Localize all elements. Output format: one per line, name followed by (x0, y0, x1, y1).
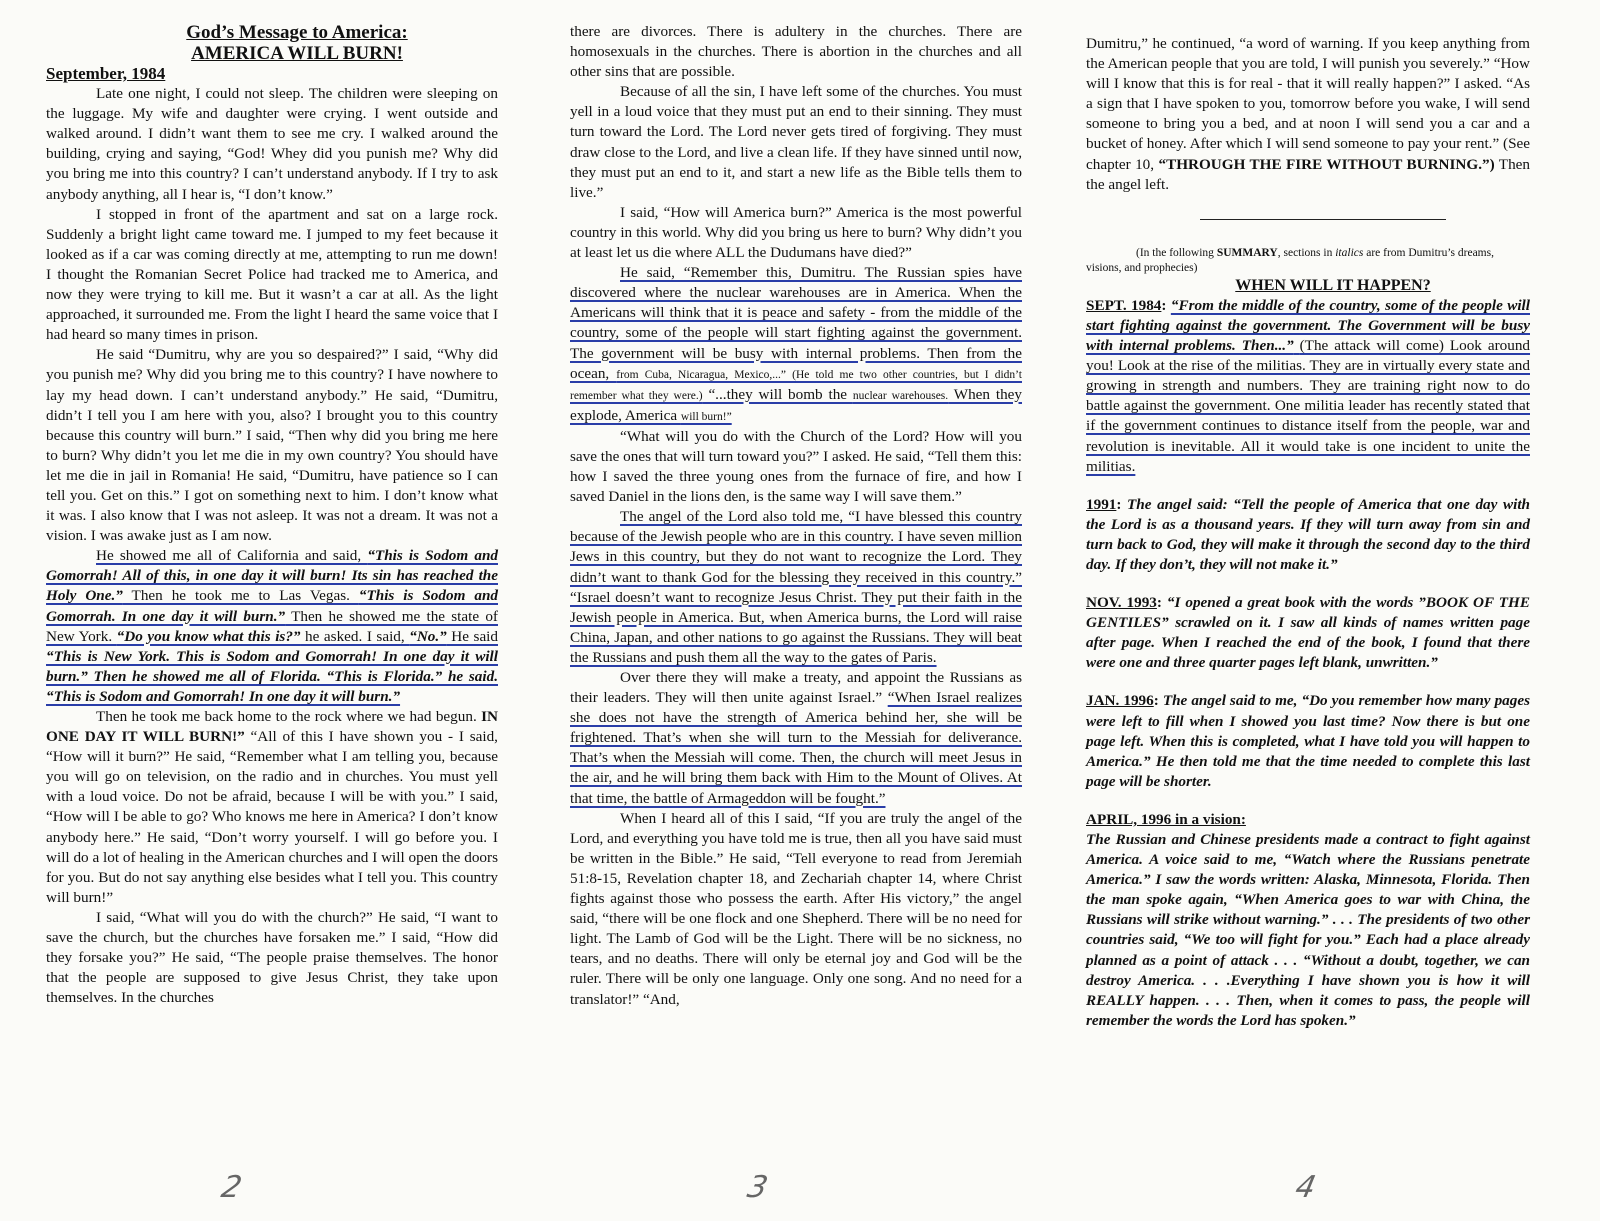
quote-run: “No.” (409, 627, 447, 645)
quote-run: “This is Sodom and Gomorrah! All of this, in one day it will burn! Its sin has reached the Holy One.” (46, 547, 498, 605)
divider (1200, 219, 1446, 220)
quote-run: “Do you know what this is?” (116, 627, 301, 645)
column-page-3 (570, 22, 1022, 1010)
entry-date: SEPT. 1984 (1086, 296, 1162, 314)
quote-run: “This is Sodom and Gomorrah. In one day it will burn.” (46, 587, 498, 625)
text-run: He showed me all of California and said, (96, 547, 368, 565)
entry-april-1996 (1086, 810, 1530, 1031)
column-page-4 (1086, 34, 1530, 1031)
page-number-4: 4 (1292, 1170, 1319, 1205)
quote-run: The Russian and Chinese presidents made a contract to fight against America. A voice said to me, “Watch where the Russians penetrate America.” I saw the words written: Alaska, Minnesota, Florida. Then the man spoke again, “When America goes to war with China, the Russians will strike without warning.” . . . The presidents of two other countries said, “We too will fight for you.” Each had a place already planned as a point of attack . . . “Without a doubt, together, we can destroy America. . . .Everything I have shown you is how it will REALLY happen. . . . Then, when it comes to pass, the people will remember the words the Lord has spoken.” (1086, 831, 1530, 1029)
emphasis-run: IN ONE DAY IT WILL BURN!” (46, 708, 498, 746)
paragraph: I said, “What will you do with the church?” He said, “I want to save the church, but the churches have forsaken me.” I said, “How did they forsake you?” He said, “The people praise themselves. The honor that the people are supposed to give Jesus Christ, they take upon themselves. In the churches (46, 908, 498, 1007)
text-run: “All of this I have shown you - I said, “How will it burn?” He said, “Remember what I am telling you, because you will go on television, on the radio and in churches. You must yell with a loud voice. Do not be afraid, because I will be with you.” I said, “How will I be able to go? Who knows me here in America? I don’t know anybody here.” He said, “Don’t worry yourself. I will go before you. I will do a lot of healing in the American churches and I will open the doors for you. But do not say anything else besides what I tell you. This country will burn!” (46, 728, 498, 906)
text-run: When they explode, America (570, 385, 1022, 424)
text-run: Then he took me to Las Vegas. (122, 587, 359, 605)
quote-run: The angel said to me, “Do you remember how many pages were left to fill when I showed you last time? Now there is but one page left. When this is completed, what I have told you will happen to America.” He then told me that the time needed to complete this last page will be shorter. (1086, 692, 1531, 790)
text-run: (The attack will come) Look around you! Look at the rise of the militias. They are in virtually every state and growing in strength and numbers. They are training right now to do battle against the government. One militia leader has recently stated that if the government continues to distance itself from the people, war and revolution is inevitable. All it would take is one incident to unite the militias. (1086, 337, 1531, 475)
paragraph: there are divorces. There is adultery in the churches. There are homosexuals in the churches. There is abortion in the churches and all other sins that are possible. (570, 23, 1022, 81)
paragraph: I stopped in front of the apartment and sat on a large rock. Suddenly a bright light came toward me. I jumped to my feet because it looked as if a car was coming directly at me, attempting to run me down! I thought the Romanian Secret Police had tracked me to America, and now they were trying to kill me. But it wasn’t a car at all. As the light approached, it surrounded me. From the light I heard the same voice that I had heard so many times in prison. (46, 205, 498, 344)
section-heading: WHEN WILL IT HAPPEN? (1235, 276, 1431, 294)
text-run: Then he showed me the state of New York. (46, 607, 498, 645)
entry-date: JAN. 1996 (1086, 692, 1154, 710)
emphasis-run: SUMMARY (1216, 246, 1278, 259)
dateline: September, 1984 (46, 64, 166, 83)
quote-run: “From the middle of the country, some of the people will start fighting against the government. The Government will be busy with internal problems. Then...” (1086, 296, 1530, 355)
entry-date: 1991 (1086, 495, 1117, 513)
paragraph (570, 668, 1022, 809)
text-run: Then the angel left. (1086, 155, 1531, 193)
italic-run: italics (1335, 246, 1364, 259)
highlighted-run: “When Israel realizes she does not have the strength of America behind her, she will be frightened. That’s when she will turn to the Messiah for deliverance. That’s when the Messiah will come. Then, the church will meet Jesus in the air, and he will bring them back with Him to the Mount of Olives. At that time, the battle of Armageddon will be fought.” (570, 689, 1022, 807)
summary-note (1086, 246, 1530, 276)
text-run: He said, “Remember this, Dumitru. The Russian spies have discovered where the nuclear warehouses are in America. When the Americans will think that it is peace and safety - from the middle of the country, some of the people will start fighting against the government. The government will be busy with internal problems. Then from the ocean, (570, 264, 1022, 382)
paragraph: “What will you do with the Church of the Lord? How will you save the ones that will turn toward you?” I asked. He said, “Tell them this: how I saved the three young ones from the furnace of fire, and how I saved Daniel in the lions den, is the same way I will save them.” (570, 427, 1022, 506)
entry-1991: 1991: The angel said: “Tell the people of America that one day with the Lord is as a thousand years. If they will turn away from sin and turn back to God, they will make it through the second day to the third day. If they don’t, they will not make it.” (1086, 495, 1530, 573)
paragraph: I said, “How will America burn?” America is the most powerful country in this world. Why did you bring us here to burn? Why didn’t you at least let us die where ALL the Dudumans have died?” (570, 203, 1022, 262)
text-run: Over there they will make a treaty, and appoint the Russians as their leaders. They will then unite against Israel.” (570, 669, 1022, 707)
paragraph-highlighted (46, 546, 498, 707)
paragraph: He said “Dumitru, why are you so despaired?” I said, “Why did you punish me? Why did you bring me to this country? I have nowhere to lay my head down. I can’t understand anybody.” He said, “Dumitru, didn’t I tell you I am here with you, also? I brought you to this country because this country will burn.” I said, “Then why did you bring me here to burn? Why didn’t you let me die in my own country? You should have let me die in jail in Romania! He said, “Dumitru, have patience so I can tell you. Get on this.” I got on something next to him. I don’t know what it was. I also know that I was not asleep. It was not a dream. It was not a vision. I was awake just as I am now. (46, 346, 498, 545)
small-run: nuclear warehouses. (852, 389, 949, 402)
paragraph: Because of all the sin, I have left some of the churches. You must yell in a loud voice that they must put an end to their sinning. They must turn toward the Lord. The Lord never gets tired of forgiving. They must draw close to the Lord, and live a clean life. If they have sinned until now, they must put an end to it, and start a new life as the Bible tells them to live.” (570, 83, 1022, 201)
small-run: from Cuba, Nicaragua, Mexico,...” (He told me two other countries, but I didn’t remember what they were.) (570, 368, 1022, 402)
paragraph-highlighted (570, 507, 1022, 668)
text-run: Then he took me back home to the rock where we had begun. (96, 708, 482, 725)
paragraph (1086, 34, 1530, 195)
text-run: are from Dumitru’s dreams, visions, and prophecies) (1086, 246, 1494, 274)
text-run: (In the following (1136, 246, 1217, 259)
article-title-line1: God’s Message to America: (186, 22, 408, 43)
paragraph-highlighted (570, 263, 1022, 427)
text-run: , sections in (1277, 246, 1336, 259)
text-run: he asked. I said, (300, 627, 410, 645)
paragraph: Late one night, I could not sleep. The children were sleeping on the luggage. My wife and daughter were crying. I went outside and walked around. I didn’t want them to see me cry. I walked around the building, crying and saying, “God! Whey did you punish me? Why did you bring me into this country? I can’t understand anybody. If I try to ask anybody anything, all I hear is, “I don’t know.” (46, 85, 498, 203)
text-run: “...they will bomb the (702, 385, 853, 403)
paragraph (46, 707, 498, 908)
small-run: will burn!” (680, 410, 732, 423)
quote-run: “This is New York. This is Sodom and Gomorrah! In one day it will burn.” Then he showed me all of Florida. “This is Florida.” he said. “This is Sodom and Gomorrah! In one day it will burn.” (46, 647, 498, 705)
text-run: He said (446, 627, 498, 645)
entry-sept-1984: SEPT. 1984: “From the middle of the country, some of the people will start fighting against the government. The Government will be busy with internal problems. Then...” (The attack will come) Look around you! Look at the rise of the militias. They are in virtually every state and growing in strength and numbers. They are training right now to do battle against the government. One militia leader has recently stated that if the government continues to distance itself from the people, war and revolution is inevitable. All it would take is one incident to unite the militias. (1086, 296, 1531, 475)
article-title-line2: AMERICA WILL BURN! (191, 43, 403, 64)
column-page-2 (46, 22, 498, 1008)
emphasis-run: “THROUGH THE FIRE WITHOUT BURNING.”) (1158, 155, 1495, 173)
text-run: The angel of the Lord also told me, “I have blessed this country because of the Jewish people who are in this country. I have seven million Jews in this country, but they do not want to recognize the Lord. They didn’t want to thank God for the blessing they received in this country.” “Israel doesn’t want to recognize Jesus Christ. They put their faith in the Jewish people in America. But, when America burns, the Lord will raise China, Japan, and other nations to go against the Russians. They will beat the Russians and push them all the way to the gates of Paris. (570, 508, 1022, 666)
paragraph: When I heard all of this I said, “If you are truly the angel of the Lord, and everything you have told me is true, then all you have said must be written in the Bible.” He said, “Tell everyone to read from Jeremiah 51:8-15, Revelation chapter 18, and Zechariah chapter 14, where Christ fights against those who possess the earth. After His victory,” the angel said, “there will be one flock and one Shepherd. There will be no need for light. The Lamb of God will be the Light. There will be no sickness, no tears, and no deaths. There will only be eternal joy and God will be the ruler. There will be only one language. Only one song. And no need for a translator!” “And, (570, 809, 1022, 1008)
page-number-3: 3 (744, 1170, 771, 1205)
entry-nov-1993: NOV. 1993: “I opened a great book with the words ”BOOK OF THE GENTILES” scrawled on it. I saw all kinds of names written page after page. When I reached the end of the book, I found that there were one and three quarter pages left blank, unwritten.” (1086, 594, 1530, 672)
text-run: Dumitru,” he continued, “a word of warning. If you keep anything from the American people that you are told, I will punish you severely.” “How will I know that this is for real - that it will really happen?” I asked. “As a sign that I have spoken to you, tomorrow before you wake, I will send someone to bring you a bed, and at noon I will send you a car and a bucket of honey. After which I will send someone to pay your rent.” (See chapter 10, (1086, 35, 1530, 173)
quote-run: “I opened a great book with the words ”BOOK OF THE GENTILES” scrawled on it. I saw all kinds of names written page after page. When I reached the end of the book, I found that there were one and three quarter pages left blank, unwritten.” (1086, 594, 1530, 672)
entry-date: NOV. 1993 (1086, 594, 1157, 612)
quote-run: The angel said: “Tell the people of America that one day with the Lord is as a thousand years. If they will turn away from sin and turn back to God, they will make it through the second day to the third day. If they don’t, they will not make it.” (1086, 495, 1530, 573)
entry-date: APRIL, 1996 in a vision: (1086, 810, 1246, 828)
entry-jan-1996: JAN. 1996: The angel said to me, “Do you remember how many pages were left to fill when I showed you last time? Now there is but one page left. When this is completed, what I have told you will happen to America.” He then told me that the time needed to complete this last page will be shorter. (1086, 692, 1531, 790)
page-number-2: 2 (218, 1170, 245, 1205)
